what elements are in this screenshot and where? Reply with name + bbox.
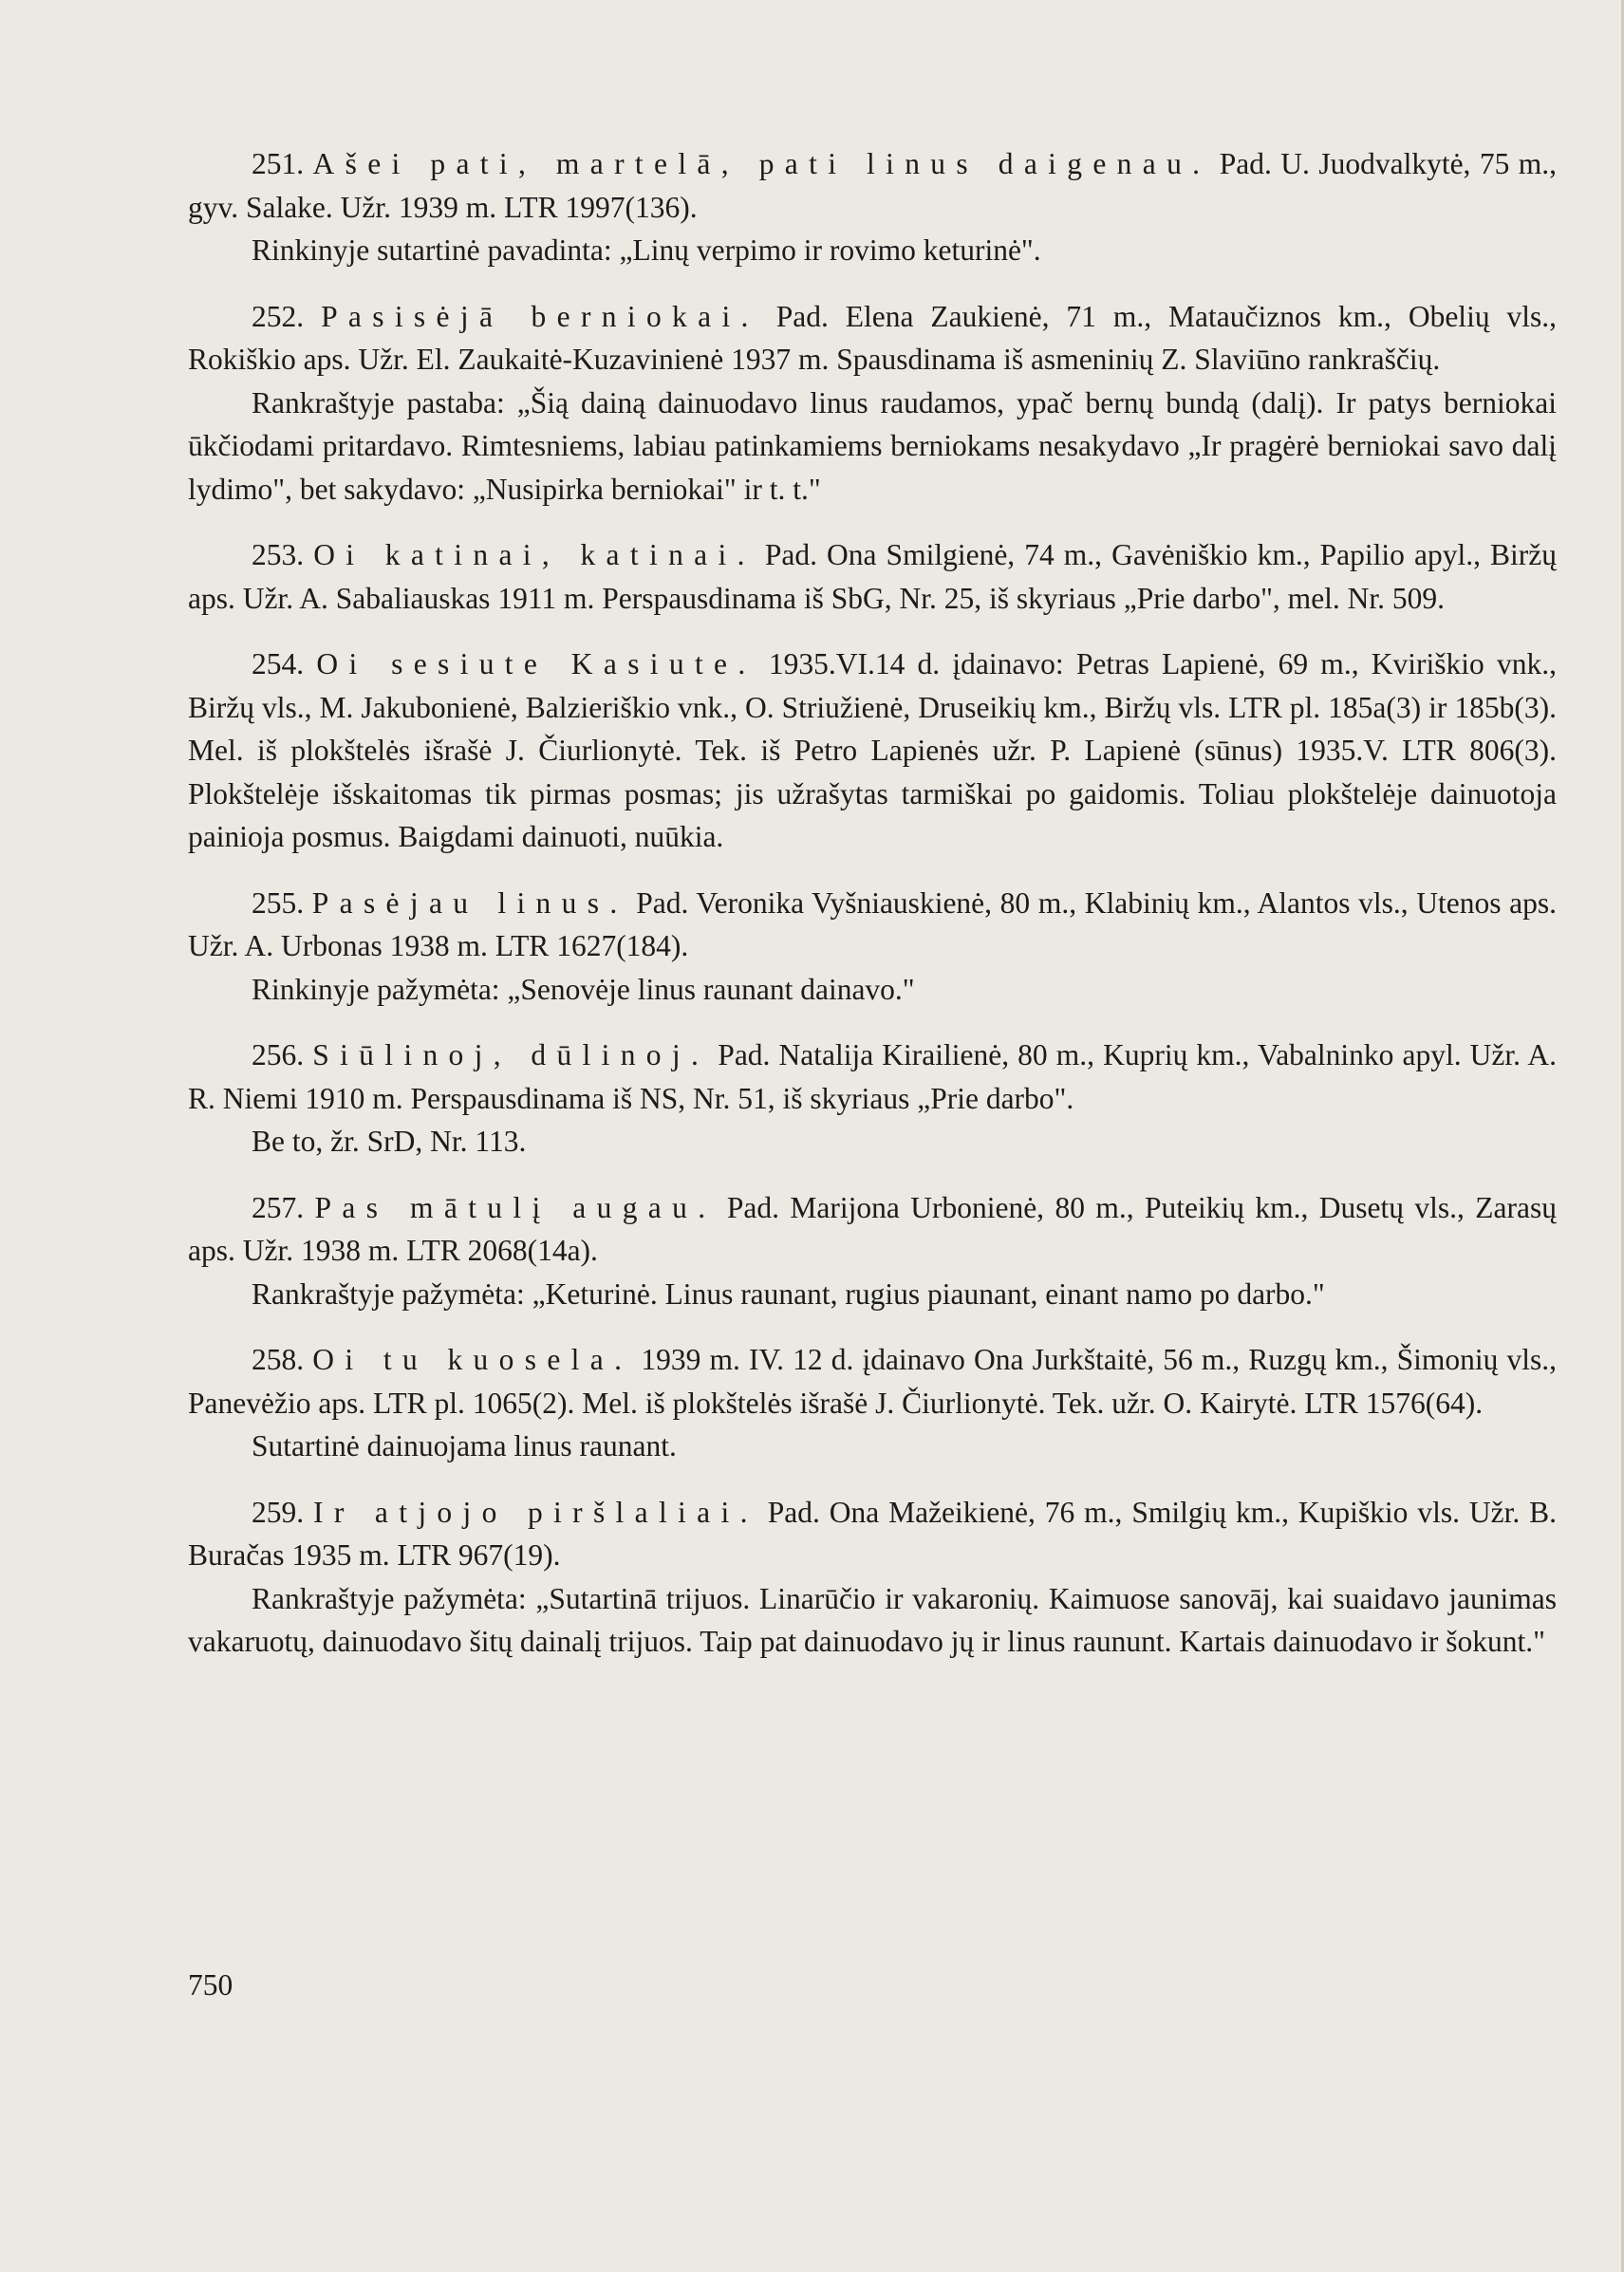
- entry-source: Pad. Elena Zaukienė, 71 m., Mataučiznos km., Obelių vls., Rokiškio aps. Užr. El. Zaukaitė-Kuzavinienė 1937 m. Spausdinama iš asmeninių Z. Slaviūno rankraščių.: [188, 299, 1558, 376]
- entry-number: 258.: [252, 1343, 305, 1376]
- song-title: Pasisėjā berniokai.: [321, 299, 759, 333]
- entry-note: Rinkinyje sutartinė pavadinta: „Linų verpimo ir rovimo keturinė".: [252, 233, 1041, 267]
- entry-source: 1939 m. IV. 12 d. įdainavo Ona Jurkštaitė, 56 m., Ruzgų km., Šimonių vls., Panevėžio aps. LTR pl. 1065(2). Mel. iš plokštelės išrašė J. Čiurlionytė. Tek. užr. O. Kairytė. LTR 1576(64).: [188, 1343, 1558, 1420]
- entry-number: 257.: [252, 1190, 305, 1224]
- entry-252: [188, 295, 1557, 382]
- entry-source: 1935.VI.14 d. įdainavo: Petras Lapienė, 69 m., Kviriškio vnk., Biržų vls., M. Jakubonienė, Balzieriškio vnk., O. Striužienė, Druseikių km., Biržų vls. LTR pl. 185a(3) ir 185b(3). Mel. iš plokštelės išrašė J. Čiurlionytė. Tek. iš Petro Lapienės užr. P. Lapienė (sūnus) 1935.V. LTR 806(3). Plokštelėje išskaitomas tik pirmas posmas; jis užrašytas tarmiškai po gaidomis. Toliau plokštelėje dainuotoja painioja posmus. Baigdami dainuoti, nuūkia.: [188, 647, 1558, 853]
- entry-number: 256.: [252, 1038, 305, 1071]
- entry-note: Rankraštyje pažymėta: „Sutartinā trijuos. Linarūčio ir vakaronių. Kaimuose sanovāj, kai suaidavo jaunimas vakaruotų, dainuodavo šitų dainalį trijuos. Taip pat dainuodavo jų ir linus raununt. Kartais dainuodavo ir šokunt.": [188, 1581, 1557, 1658]
- song-title: Siūlinoj, dūlinoj.: [312, 1038, 710, 1071]
- song-title: Pasėjau linus.: [311, 885, 628, 920]
- page-number: 750: [188, 1968, 233, 2002]
- entry-258: [188, 1338, 1557, 1425]
- entry-note: Sutartinė dainuojama linus raunant.: [252, 1429, 677, 1462]
- song-title: Oi tu kuosela.: [312, 1343, 633, 1376]
- entry-note: Rinkinyje pažymėta: „Senovėje linus raunant dainavo.": [252, 972, 915, 1006]
- entry-254: [188, 642, 1557, 859]
- entry-number: 255.: [252, 885, 305, 920]
- song-title: Oi sesiute Kasiute.: [316, 647, 756, 680]
- entry-source: Pad. Ona Smilgienė, 74 m., Gavėniškio km., Papilio apyl., Biržų aps. Užr. A. Sabaliauskas 1911 m. Perspausdinama iš SbG, Nr. 25, iš skyriaus „Prie darbo", mel. Nr. 509.: [188, 538, 1557, 615]
- entry-255: [188, 882, 1557, 968]
- entry-number: 251.: [252, 147, 305, 180]
- entry-number: 253.: [252, 538, 305, 571]
- entry-253: [188, 533, 1557, 620]
- entry-number: 259.: [252, 1495, 305, 1529]
- song-title: Ašei pati, martelā, pati linus daigenau.: [312, 147, 1211, 180]
- entry-257: [188, 1186, 1557, 1273]
- entry-source: Pad. Ona Mažeikienė, 76 m., Smilgių km., Kupiškio vls. Užr. B. Buračas 1935 m. LTR 967(19).: [188, 1495, 1557, 1572]
- entry-251: [188, 142, 1557, 229]
- song-title: Pas mātulį augau.: [314, 1190, 717, 1224]
- entry-note: Rankraštyje pastaba: „Šią dainą dainuodavo linus raudamos, ypač bernų bundą (dalį). Ir patys berniokai ūkčiodami pritardavo. Rimtesniems, labiau patinkamiems berniokams nesakydavo „Ir pragėrė berniokai savo dalį lydimo", bet sakydavo: „Nusipirka berniokai" ir t. t.": [188, 385, 1557, 506]
- entry-259: [188, 1491, 1557, 1577]
- entry-source: Pad. Veronika Vyšniauskienė, 80 m., Klabinių km., Alantos vls., Utenos aps. Užr. A. Urbonas 1938 m. LTR 1627(184).: [188, 885, 1558, 962]
- commentary-text: [188, 142, 1557, 1664]
- entry-number: 254.: [252, 647, 305, 680]
- entry-256: [188, 1034, 1557, 1120]
- song-title: Oi katinai, katinai.: [313, 538, 756, 571]
- entry-note: Rankraštyje pažymėta: „Keturinė. Linus raunant, rugius piaunant, einant namo po darbo.": [252, 1276, 1325, 1311]
- entry-note: Be to, žr. SrD, Nr. 113.: [252, 1125, 527, 1158]
- entry-source: Pad. Marijona Urbonienė, 80 m., Puteikių km., Dusetų vls., Zarasų aps. Užr. 1938 m. LTR 2068(14a).: [188, 1190, 1558, 1267]
- entry-source: Pad. Natalija Kirailienė, 80 m., Kuprių km., Vabalninko apyl. Užr. A. R. Niemi 1910 m. Perspausdinama iš NS, Nr. 51, iš skyriaus „Prie darbo".: [188, 1038, 1558, 1115]
- song-title: Ir atjojo piršlaliai.: [313, 1495, 758, 1529]
- entry-source: Pad. U. Juodvalkytė, 75 m., gyv. Salake. Užr. 1939 m. LTR 1997(136).: [188, 147, 1557, 224]
- entry-number: 252.: [252, 299, 305, 333]
